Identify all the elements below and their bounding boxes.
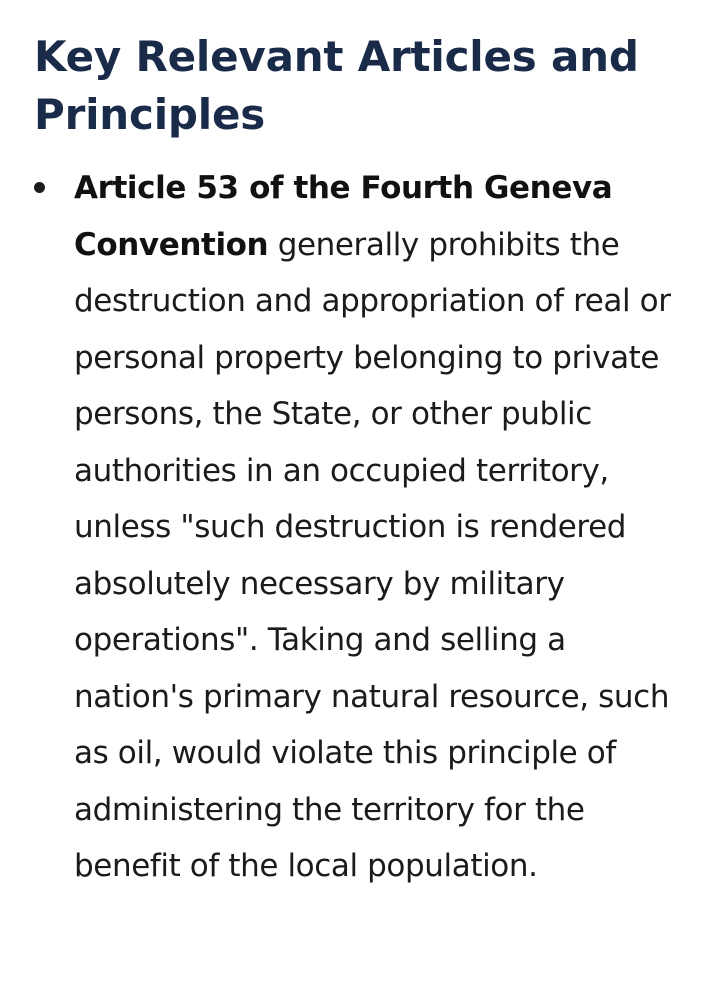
list-item <box>34 160 684 895</box>
bullet-list <box>34 160 684 895</box>
article-reference: Article 53 of the Fourth Geneva Convention <box>74 170 613 263</box>
item-body-text: generally prohibits the destruction and appropriation of real or personal property belonging to private persons, the State, or other public authorities in an occupied territory, unless "such destruction is rendered absolutely necessary by military operations". Taking and selling a nation's primary natural resource, such as oil, would violate this principle of administering the territory for the benefit of the local population. <box>74 226 671 884</box>
section-heading: Key Relevant Articles and Principles <box>34 32 639 139</box>
bullet-dot-icon <box>34 182 45 193</box>
